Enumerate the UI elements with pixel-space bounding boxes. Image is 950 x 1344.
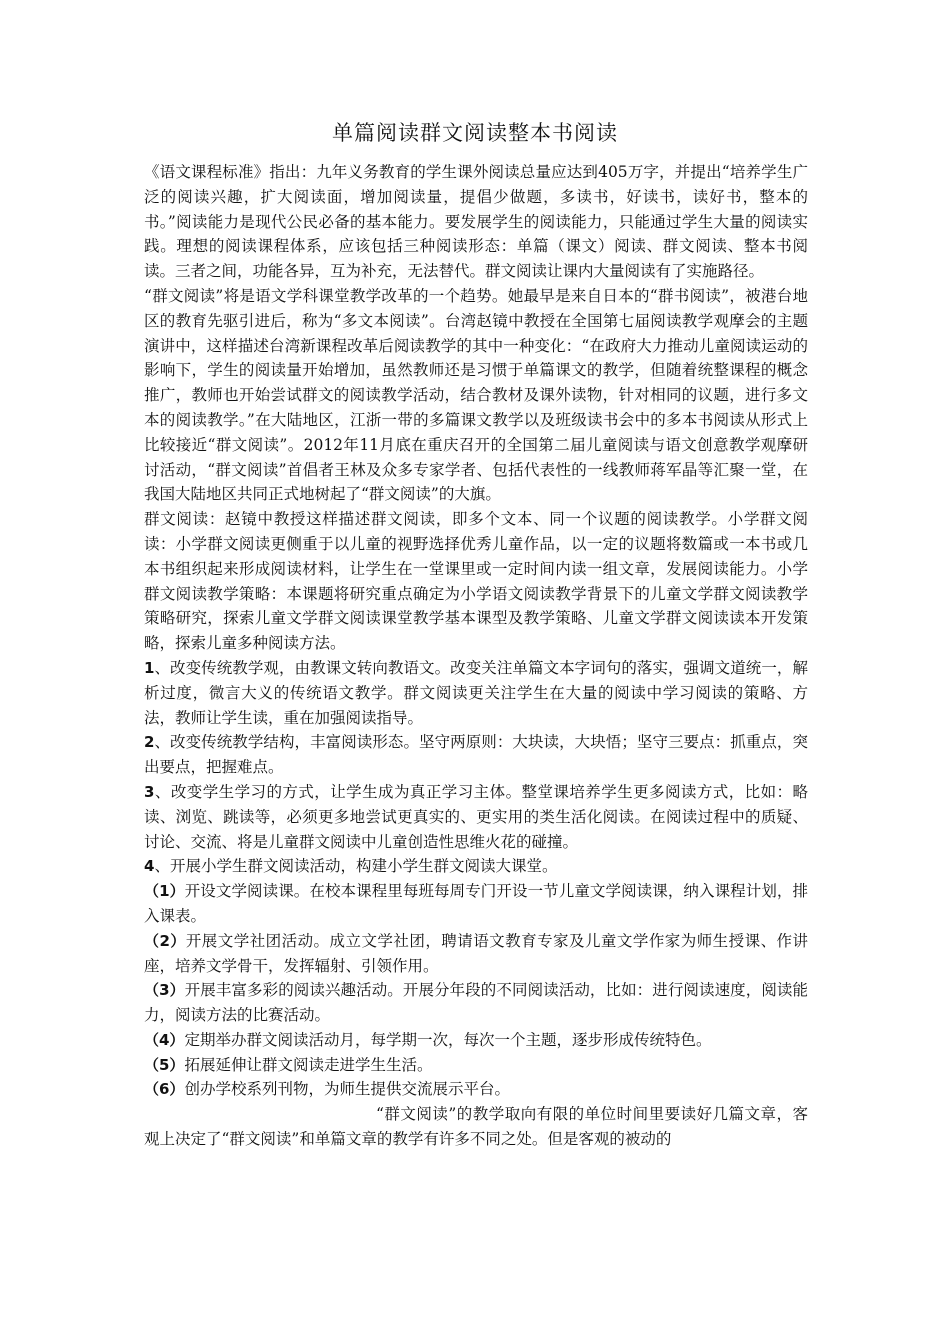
sub-item-text: 拓展延伸让群文阅读走进学生生活。: [184, 1055, 433, 1074]
sub-item-number: （3）: [144, 981, 185, 1000]
sub-item: [144, 1053, 808, 1078]
item-text: 、改变传统教学结构，丰富阅读形态。坚守两原则：大块读，大块悟；坚守三要点：抓重点，突出要点，把握难点。: [144, 733, 808, 777]
closing-text: “群文阅读”的教学取向有限的单位时间里要读好几篇文章，客观上决定了“群文阅读”和单篇文章的教学有许多不同之处。但是客观的被动的: [144, 1105, 808, 1149]
sub-item: [144, 1028, 808, 1053]
sub-item-number: （6）: [144, 1080, 185, 1099]
sub-item: [144, 929, 808, 979]
numbered-item: [144, 854, 808, 879]
item-number: 1: [144, 658, 155, 677]
sub-item: [144, 978, 808, 1028]
item-text: 、改变传统教学观，由教课文转向教语文。改变关注单篇文本字词句的落实，强调文道统一，解析过度，微言大义的传统语文教学。群文阅读更关注学生在大量的阅读中学习阅读的策略、方法，教师让学生读，重在加强阅读指导。: [144, 658, 808, 727]
numbered-item: [144, 656, 808, 730]
sub-item-number: （4）: [144, 1030, 185, 1049]
item-number: 3: [144, 782, 155, 801]
sub-item-number: （5）: [144, 1055, 185, 1074]
sub-item-text: 开设文学阅读课。在校本课程里每班每周专门开设一节儿童文学阅读课，纳入课程计划，排入课表。: [144, 882, 808, 925]
paragraph-group-reading-origin: “群文阅读”将是语文学科课堂教学改革的一个趋势。她最早是来自日本的“群书阅读”，被港台地区的教育先驱引进后，称为“多文本阅读”。台湾赵镜中教授在全国第七届阅读教学观摩会的主题演讲中，这样描述台湾新课程改革后阅读教学的其中一种变化：“在政府大力推动儿童阅读运动的影响下，学生的阅读量开始增加，虽然教师还是习惯于单篇课文的教学，但随着统整课程的概念推广，教师也开始尝试群文的阅读教学活动，结合教材及课外读物，针对相同的议题，进行多文本的阅读教学。”在大陆地区，江浙一带的多篇课文教学以及班级读书会中的多本书阅读从形式上比较接近“群文阅读”。2012年11月底在重庆召开的全国第二届儿童阅读与语文创意教学观摩研讨活动，“群文阅读”首倡者王林及众多专家学者、包括代表性的一线教师蒋军晶等汇聚一堂，在我国大陆地区共同正式地树起了“群文阅读”的大旗。: [144, 286, 808, 504]
sub-item-text: 创办学校系列刊物，为师生提供交流展示平台。: [184, 1080, 510, 1099]
sub-item-text: 开展丰富多彩的阅读兴趣活动。开展分年段的不同阅读活动，比如：进行阅读速度，阅读能力，阅读方法的比赛活动。: [144, 981, 808, 1025]
item-number: 4: [144, 857, 155, 876]
sub-item-text: 定期举办群文阅读活动月，每学期一次，每次一个主题，逐步形成传统特色。: [184, 1030, 712, 1049]
paragraph-curriculum-standard: 《语文课程标准》指出：九年义务教育的学生课外阅读总量应达到405万字，并提出“培养学生广泛的阅读兴趣，扩大阅读面，增加阅读量，提倡少做题，多读书，好读书，读好书，整本的书。”阅读能力是现代公民必备的基本能力。要发展学生的阅读能力，只能通过学生大量的阅读实践。理想的阅读课程体系，应该包括三种阅读形态：单篇（课文）阅读、群文阅读、整本书阅读。三者之间，功能各异，互为补充，无法替代。群文阅读让课内大量阅读有了实施路径。: [144, 163, 808, 281]
sub-item-number: （1）: [144, 882, 185, 901]
sub-item-number: （2）: [144, 931, 186, 950]
document-body: [144, 160, 808, 1152]
sub-item: [144, 1077, 808, 1102]
item-text: 、开展小学生群文阅读活动，构建小学生群文阅读大课堂。: [154, 857, 558, 876]
numbered-item: [144, 730, 808, 780]
sub-item-text: 开展文学社团活动。成立文学社团，聘请语文教育专家及儿童文学作家为师生授课、作讲座，培养文学骨干，发挥辐射、引领作用。: [144, 931, 808, 975]
paragraph-closing: [144, 1102, 808, 1152]
numbered-item: [144, 780, 808, 854]
item-number: 2: [144, 733, 155, 752]
paragraph-group-reading-definition: 群文阅读：赵镜中教授这样描述群文阅读，即多个文本、同一个议题的阅读教学。小学群文阅读：小学群文阅读更侧重于以儿童的视野选择优秀儿童作品，以一定的议题将数篇或一本书或几本书组织起来形成阅读材料，让学生在一堂课里或一定时间内读一组文章，发展阅读能力。小学群文阅读教学策略：本课题将研究重点确定为小学语文阅读教学背景下的儿童文学群文阅读教学策略研究，探索儿童文学群文阅读课堂教学基本课型及教学策略、儿童文学群文阅读读本开发策略，探索儿童多种阅读方法。: [144, 510, 808, 653]
sub-item: [144, 879, 808, 929]
item-text: 、改变学生学习的方式，让学生成为真正学习主体。整堂课培养学生更多阅读方式，比如：略读、浏览、跳读等，必须更多地尝试更真实的、更实用的类生活化阅读。在阅读过程中的质疑、讨论、交流、将是儿童群文阅读中儿童创造性思维火花的碰撞。: [144, 782, 808, 851]
document-title: 单篇阅读群文阅读整本书阅读: [332, 121, 618, 145]
